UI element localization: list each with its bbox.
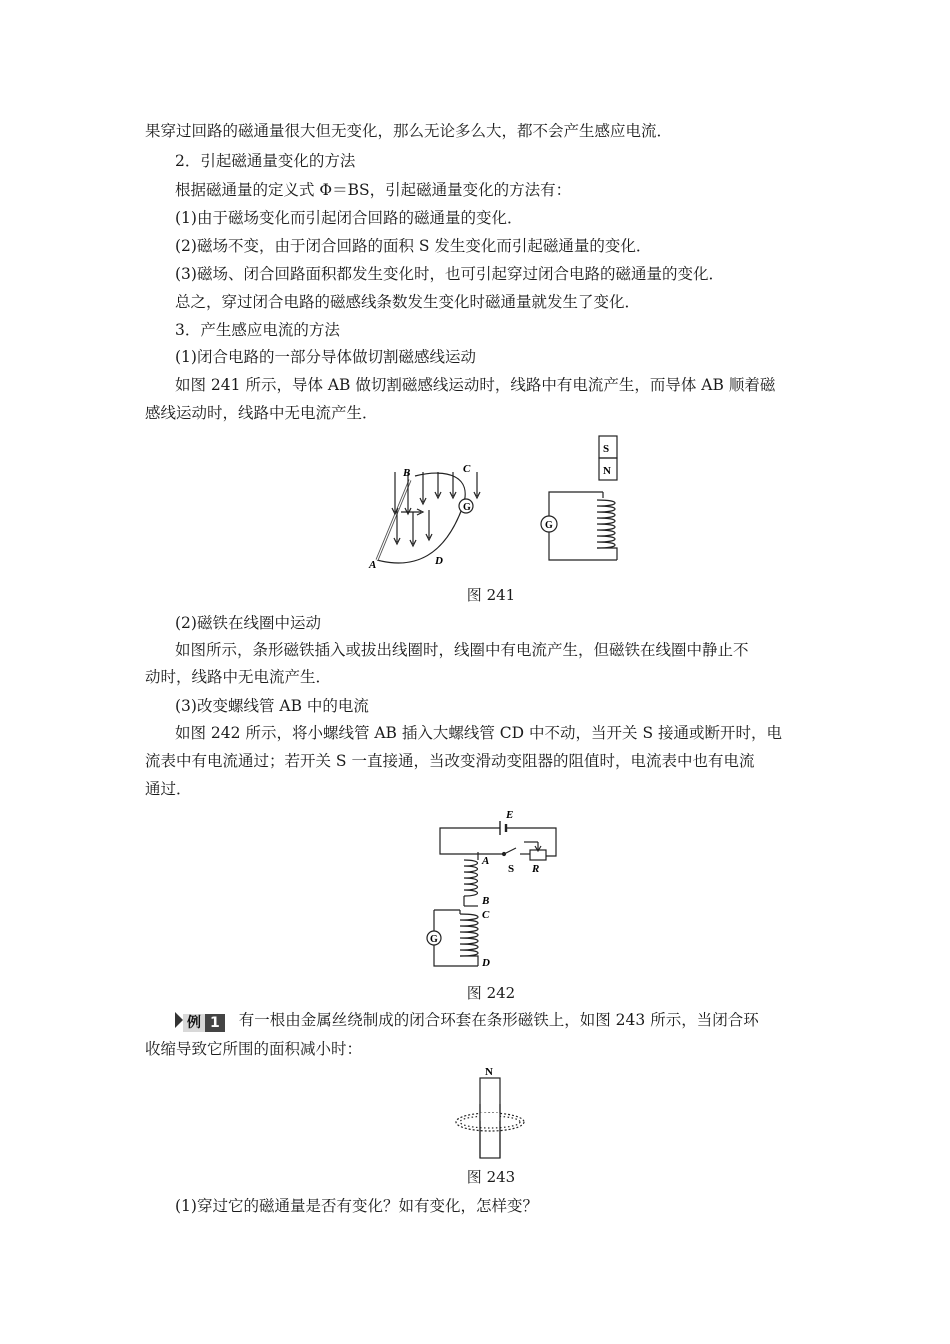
paragraph-text: 如图 241 所示，导体 AB 做切割磁感线运动时，线路中有电流产生，而导体 AB 顺着磁 [175, 376, 776, 394]
galvanometer-label: G [545, 520, 553, 531]
svg-text:D: D [435, 555, 443, 567]
list-item: (2)磁铁在线圈中运动 [175, 614, 321, 632]
svg-text:A: A [482, 855, 490, 867]
figure-241-magnet-coil-diagram [535, 434, 635, 568]
paragraph-text: 动时，线路中无电流产生． [145, 668, 332, 686]
paragraph-text: 流表中有电流通过；若开关 S 一直接通，当改变滑动变阻器的阻值时，电流表中也有电流 [145, 752, 755, 770]
example-paragraph: 例 1 有一根由金属丝绕制成的闭合环套在条形磁铁上，如图 243 所示，当闭合环 [175, 1010, 759, 1032]
paragraph-text: 果穿过回路的磁通量很大但无变化，那么无论多么大，都不会产生感应电流． [145, 122, 673, 140]
triangle-icon [175, 1012, 183, 1028]
list-item: (3)改变螺线管 AB 中的电流 [175, 697, 369, 715]
switch-label: S [508, 863, 515, 875]
svg-text:B: B [482, 895, 490, 907]
figure-242-solenoid-circuit [420, 806, 570, 972]
rheostat-label: R [532, 863, 540, 875]
figure-243-ring-magnet [450, 1064, 540, 1160]
section-heading: 3．产生感应电流的方法 [175, 321, 340, 339]
magnet-north-label: N [485, 1066, 493, 1078]
figure-caption: 图 241 [466, 586, 516, 604]
list-item: (1)闭合电路的一部分导体做切割磁感线运动 [175, 348, 476, 366]
example-badge: 例 1 [175, 1012, 225, 1032]
figure-241-conductor-diagram [355, 460, 495, 570]
paragraph-text: 通过． [145, 780, 192, 798]
battery-label: E [506, 809, 514, 821]
paragraph-text: 根据磁通量的定义式 Φ＝BS，引起磁通量变化的方法有： [175, 181, 572, 199]
galvanometer-label: G [430, 934, 438, 945]
magnet-north-label: N [603, 465, 611, 477]
paragraph-text: 感线运动时，线路中无电流产生． [145, 404, 378, 422]
list-item: (3)磁场、闭合回路面积都发生变化时，也可引起穿过闭合电路的磁通量的变化． [175, 265, 724, 283]
paragraph-text: 总之，穿过闭合电路的磁感线条数发生变化时磁通量就发生了变化． [175, 293, 641, 311]
svg-text:C: C [463, 463, 471, 475]
paragraph-text: 收缩导致它所围的面积减小时： [145, 1040, 363, 1058]
list-item: (1)由于磁场变化而引起闭合回路的磁通量的变化． [175, 209, 523, 227]
svg-text:C: C [482, 909, 490, 921]
section-heading: 2．引起磁通量变化的方法 [175, 152, 356, 170]
galvanometer-label: G [463, 502, 471, 513]
magnet-south-label: S [603, 443, 610, 455]
figure-caption: 图 243 [466, 1168, 516, 1186]
svg-text:B: B [403, 467, 411, 479]
figure-caption: 图 242 [466, 984, 516, 1002]
paragraph-text: 如图 242 所示，将小螺线管 AB 插入大螺线管 CD 中不动，当开关 S 接通或断开时，电 [175, 724, 782, 742]
list-item: (2)磁场不变，由于闭合回路的面积 S 发生变化而引起磁通量的变化． [175, 237, 652, 255]
svg-text:D: D [482, 957, 490, 969]
paragraph-text: 如图所示，条形磁铁插入或拔出线圈时，线圈中有电流产生，但磁铁在线圈中静止不 [175, 641, 749, 659]
question-text: (1)穿过它的磁通量是否有变化？如有变化，怎样变？ [175, 1197, 538, 1215]
svg-text:A: A [369, 559, 377, 570]
